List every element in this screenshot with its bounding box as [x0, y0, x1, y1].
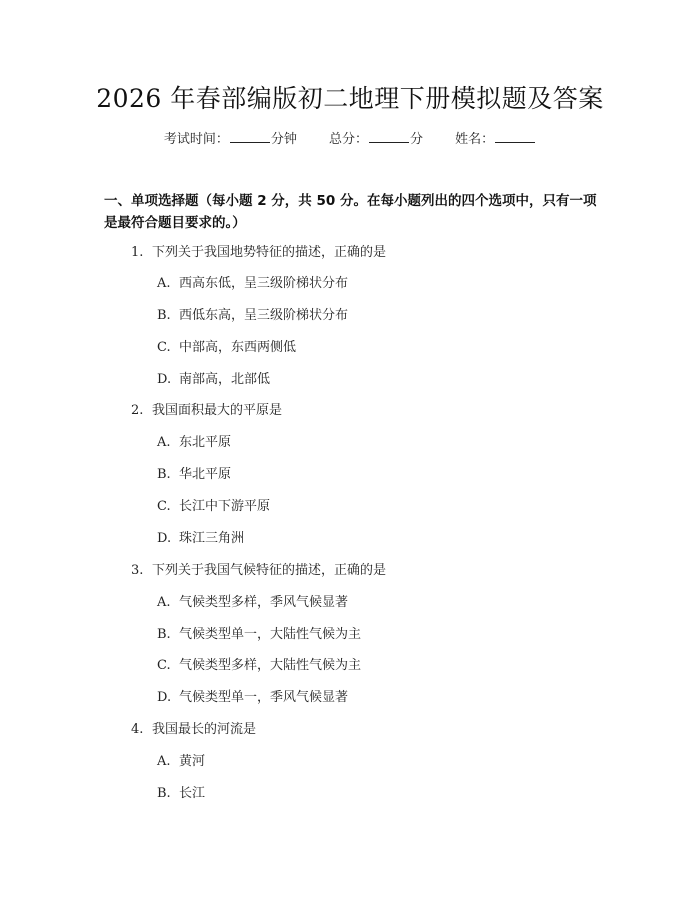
option-letter: B. — [157, 467, 171, 482]
option-3c — [157, 657, 361, 675]
question-text: 下列关于我国气候特征的描述，正确的是 — [152, 563, 387, 578]
option-letter: C. — [157, 658, 171, 673]
option-text: 南部高，北部低 — [179, 372, 271, 387]
option-2b — [157, 466, 231, 484]
option-4a — [157, 753, 205, 771]
option-text: 长江 — [179, 786, 206, 801]
option-1d — [157, 371, 270, 389]
option-letter: C. — [157, 499, 171, 514]
option-text: 珠江三角洲 — [179, 531, 245, 546]
name-label: 姓名： — [455, 132, 495, 147]
option-4b — [157, 785, 205, 803]
question-3 — [131, 562, 386, 580]
question-text: 我国最长的河流是 — [152, 722, 257, 737]
option-text: 中部高，东西两侧低 — [179, 340, 297, 355]
option-text: 东北平原 — [179, 435, 232, 450]
option-text: 华北平原 — [179, 467, 232, 482]
exam-time-field — [164, 130, 297, 150]
option-text: 气候类型单一，大陆性气候为主 — [179, 627, 362, 642]
option-letter: D. — [157, 372, 172, 387]
option-text: 黄河 — [179, 754, 206, 769]
option-letter: A. — [157, 754, 171, 769]
option-3b — [157, 626, 361, 644]
option-text: 气候类型多样，季风气候显著 — [179, 595, 349, 610]
option-text: 西低东高，呈三级阶梯状分布 — [179, 308, 349, 323]
question-text: 下列关于我国地势特征的描述，正确的是 — [152, 245, 387, 260]
name-field — [455, 130, 536, 150]
exam-time-blank — [230, 130, 270, 143]
option-letter: B. — [157, 627, 171, 642]
exam-time-label: 考试时间： — [163, 132, 229, 147]
name-blank — [495, 130, 535, 143]
section-heading: 一、单项选择题（每小题 2 分，共 50 分。在每小题列出的四个选项中，只有一项是最符合题目要求的。） — [104, 193, 597, 231]
option-text: 气候类型单一，季风气候显著 — [179, 690, 349, 705]
question-4 — [131, 721, 256, 739]
exam-info-line — [0, 130, 700, 150]
question-number: 1. — [131, 245, 144, 260]
option-letter: D. — [157, 690, 172, 705]
question-text: 我国面积最大的平原是 — [152, 403, 283, 418]
option-letter: B. — [157, 308, 171, 323]
question-1 — [131, 244, 386, 262]
option-1b — [157, 307, 348, 325]
total-score-label: 总分： — [328, 132, 368, 147]
option-1c — [157, 339, 296, 357]
option-1a — [157, 275, 348, 293]
option-letter: A. — [157, 276, 171, 291]
option-3a — [157, 594, 348, 612]
exam-time-unit: 分钟 — [270, 132, 297, 147]
option-letter: D. — [157, 531, 172, 546]
question-number: 4. — [131, 722, 144, 737]
option-2d — [157, 530, 244, 548]
total-score-field — [329, 130, 423, 150]
option-letter: C. — [157, 340, 171, 355]
option-text: 气候类型多样，大陆性气候为主 — [179, 658, 362, 673]
total-score-blank — [369, 130, 409, 143]
question-number: 3. — [131, 563, 144, 578]
page-title: 2026 年春部编版初二地理下册模拟题及答案 — [96, 84, 604, 113]
option-text: 长江中下游平原 — [179, 499, 271, 514]
option-letter: A. — [157, 595, 171, 610]
option-letter: A. — [157, 435, 171, 450]
option-2a — [157, 434, 231, 452]
question-2 — [131, 402, 282, 420]
option-3d — [157, 689, 348, 707]
option-2c — [157, 498, 270, 516]
option-text: 西高东低，呈三级阶梯状分布 — [179, 276, 349, 291]
question-number: 2. — [131, 403, 144, 418]
option-letter: B. — [157, 786, 171, 801]
total-score-unit: 分 — [410, 132, 424, 147]
